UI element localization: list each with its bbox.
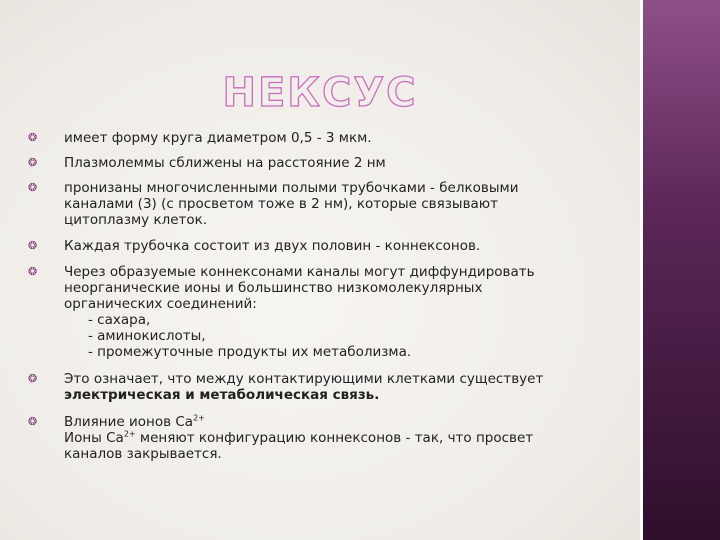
bullet-text-line: органических соединений: [64,296,257,312]
ion-text: Влияние ионов Са [64,414,194,430]
bullet-list [28,130,588,462]
decorative-sidebar [643,0,720,540]
bullet-item [28,155,588,171]
fleuron-icon: ❂ [28,181,38,194]
slide-title: НЕКСУС [222,70,418,116]
fleuron-icon: ❂ [28,239,38,252]
bullet-text: Плазмолеммы сближены на расстояние 2 нм [64,155,386,171]
fleuron-icon: ❂ [28,372,38,385]
sub-list-item: - сахара, [88,312,151,328]
bullet-item [28,371,588,403]
bullet-text-line: каналов закрывается. [64,446,222,462]
ion-text: Ионы Са [64,430,124,446]
bullet-item [28,238,588,254]
charge-superscript: 2+ [193,413,205,423]
bullet-text-line [64,414,588,430]
bullet-text: меняют конфигурацию коннексонов - так, что просвет [135,430,534,446]
fleuron-icon: ❂ [28,265,38,278]
sub-list-item: - аминокислоты, [88,328,206,344]
bullet-text-line: цитоплазму клеток. [64,212,208,228]
fleuron-icon: ❂ [28,156,38,169]
bullet-text-line: каналами (3) (с просветом тоже в 2 нм), которые связывают [64,196,499,212]
bullet-item [28,264,588,360]
bullet-text-line: пронизаны многочисленными полыми трубочками - белковыми [64,180,519,196]
emphasized-text: электрическая и метаболическая связь. [64,387,380,403]
fleuron-icon: ❂ [28,131,38,144]
bullet-text: имеет форму круга диаметром 0,5 - 3 мкм. [64,130,372,146]
bullet-text: Каждая трубочка состоит из двух половин - коннексонов. [64,238,481,254]
charge-superscript: 2+ [123,429,136,439]
bullet-item [28,414,588,462]
bullet-text-line: Через образуемые коннексонами каналы могут диффундировать [64,264,535,280]
bullet-text-line [64,430,588,446]
bullet-text-line: неорганические ионы и большинство низкомолекулярных [64,280,483,296]
bullet-item [28,180,588,228]
bullet-item [28,130,588,146]
sub-list-item: - промежуточные продукты их метаболизма. [88,344,412,360]
bullet-text-line: Это означает, что между контактирующими клетками существует [64,371,544,387]
fleuron-icon: ❂ [28,415,38,428]
